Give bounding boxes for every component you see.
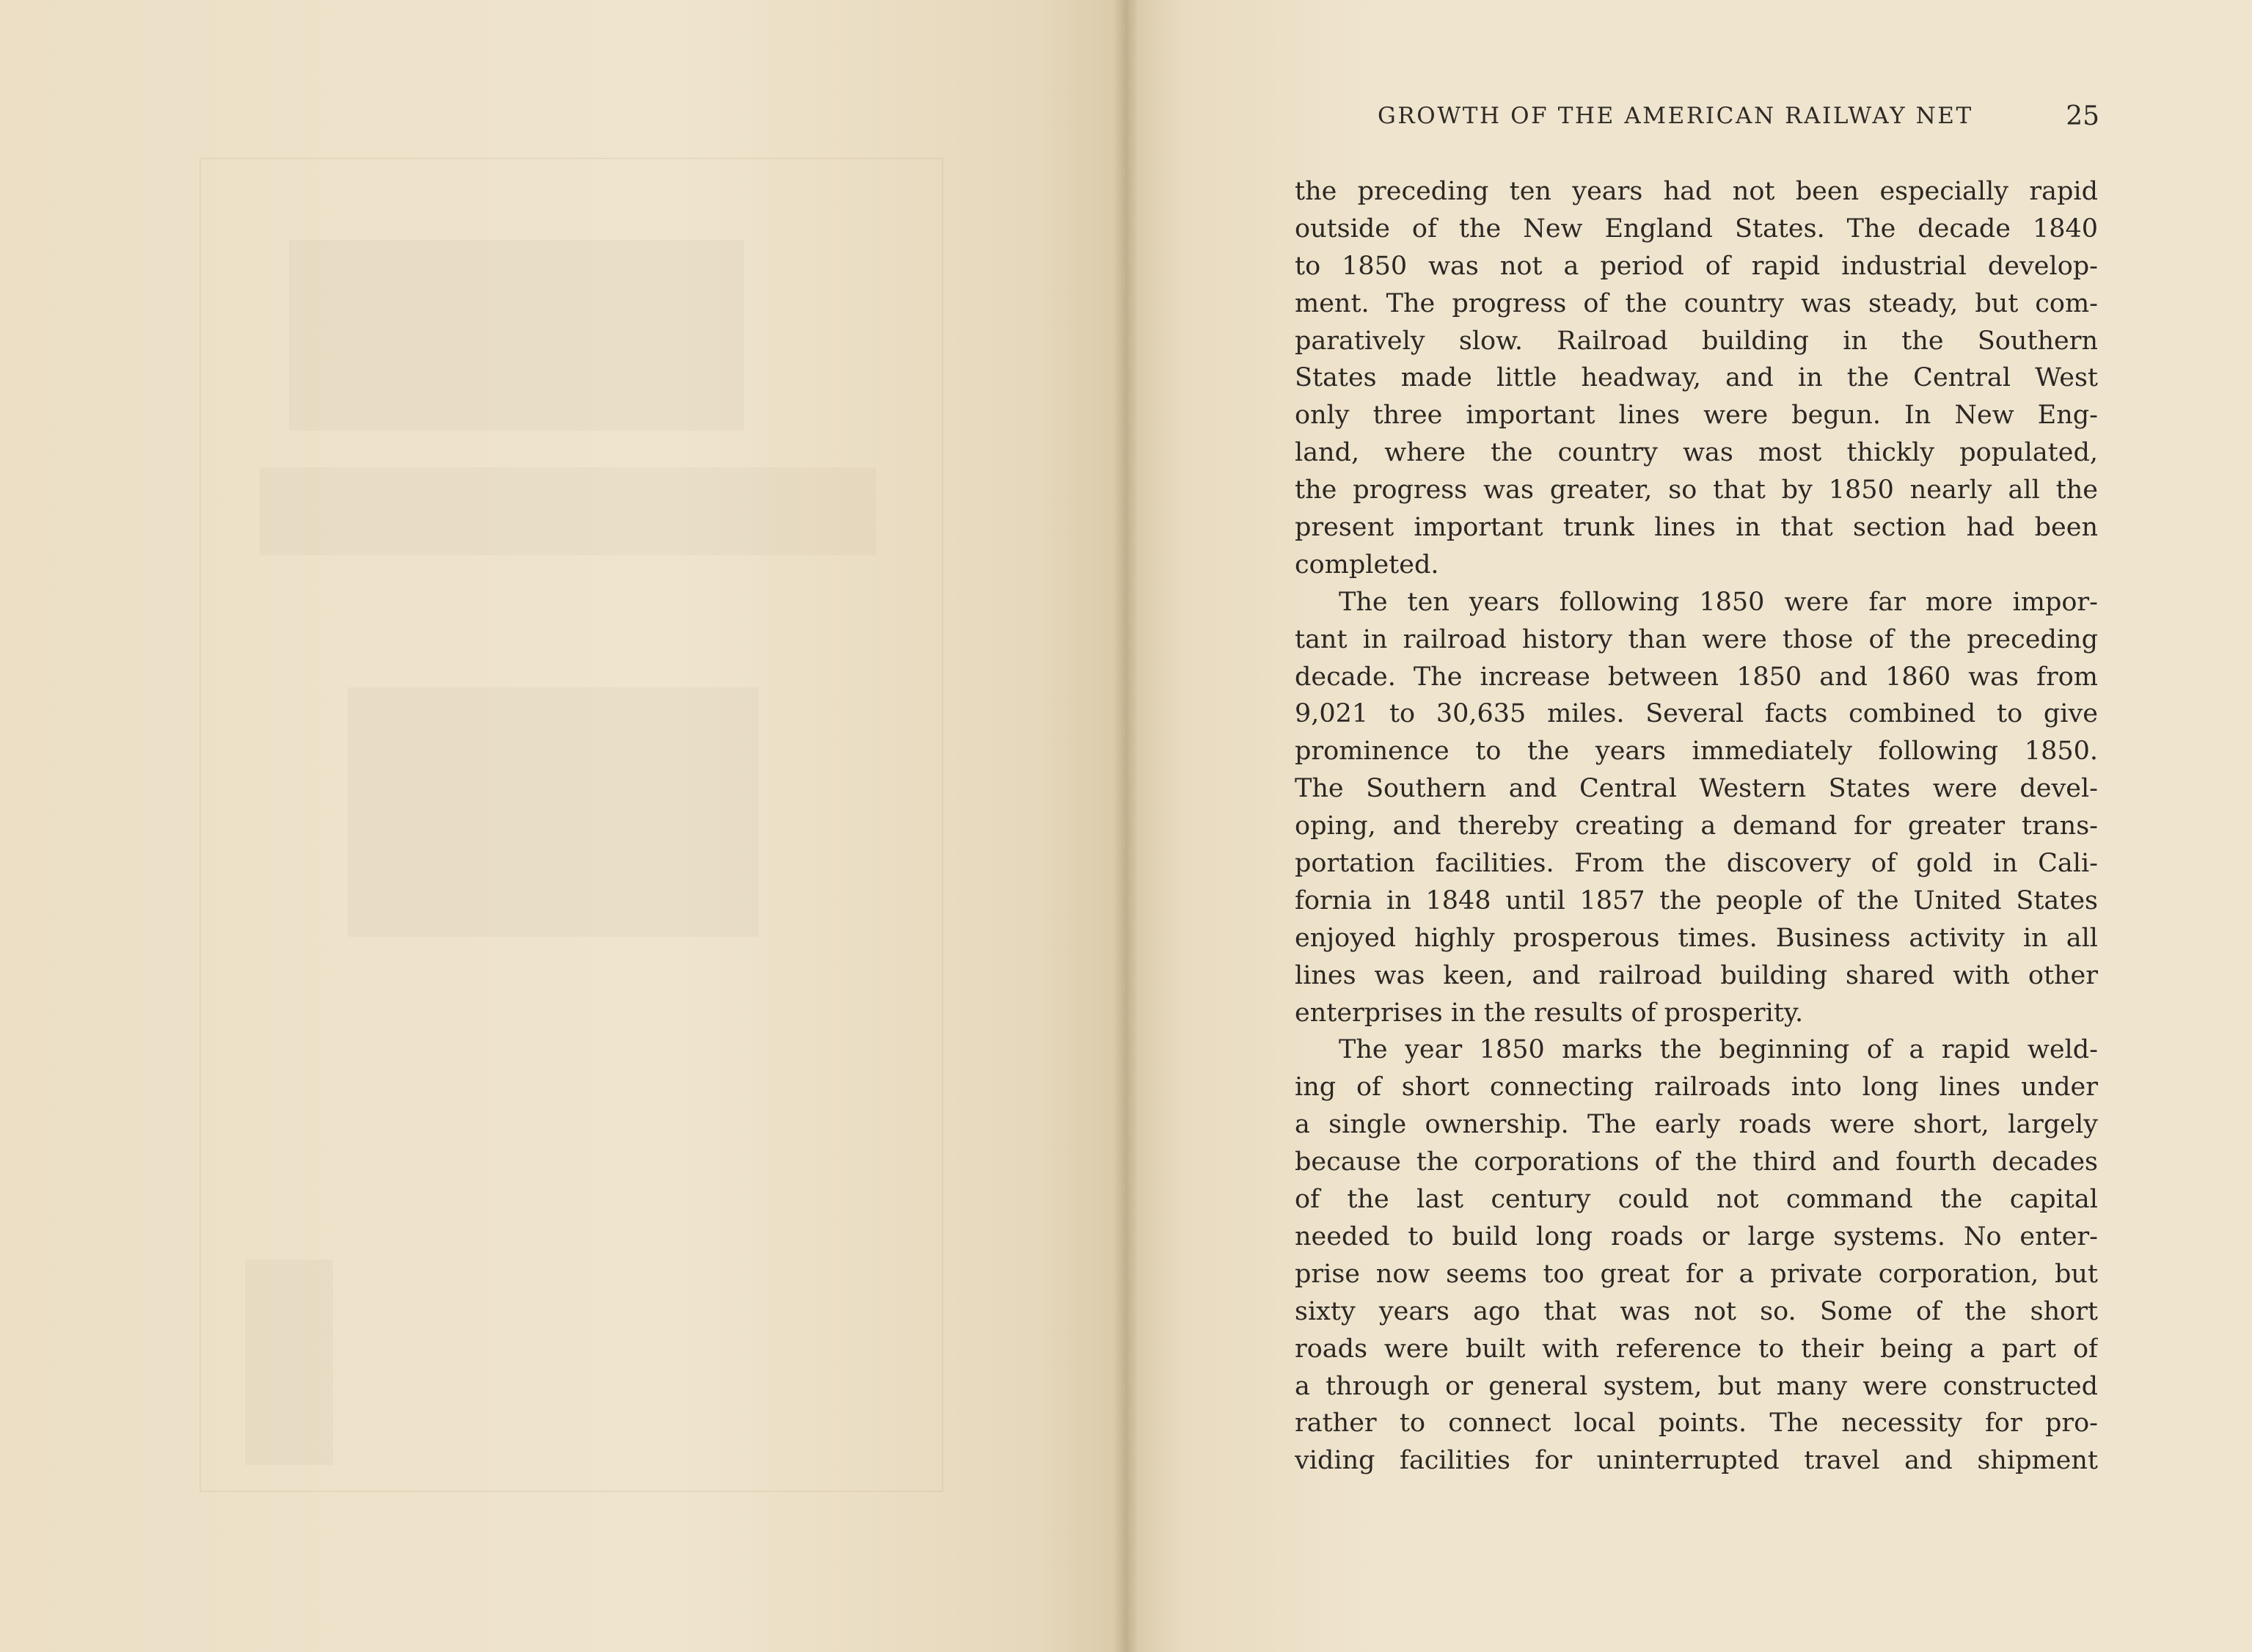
text-line: portation facilities. From the discovery of gold in Cali-: [1295, 849, 2098, 879]
text-line: present important trunk lines in that section had been: [1295, 513, 2098, 543]
show-through-shadow: [245, 1260, 333, 1465]
text-line: enjoyed highly prosperous times. Business activity in all: [1295, 923, 2098, 953]
text-line: The ten years following 1850 were far more impor-: [1339, 587, 2098, 617]
body-text: [1295, 173, 2098, 1479]
text-line: 9,021 to 30,635 miles. Several facts combined to give: [1295, 699, 2098, 729]
text-line: The Southern and Central Western States were devel-: [1295, 774, 2098, 804]
text-line: enterprises in the results of prosperity.: [1295, 998, 1804, 1028]
show-through-plate-frame: [200, 158, 943, 1492]
text-line: completed.: [1295, 549, 1439, 580]
text-line: a through or general system, but many were constructed: [1295, 1371, 2098, 1401]
text-line: sixty years ago that was not so. Some of the short: [1295, 1296, 2098, 1326]
text-line: decade. The increase between 1850 and 1860 was from: [1295, 662, 2098, 692]
text-line: oping, and thereby creating a demand for greater trans-: [1295, 811, 2098, 841]
text-line: ment. The progress of the country was steady, but com-: [1295, 288, 2098, 318]
running-title: GROWTH OF THE AMERICAN RAILWAY NET: [1378, 103, 1973, 129]
text-line: the preceding ten years had not been especially rapid: [1295, 177, 2098, 206]
text-line: because the corporations of the third and fourth decades: [1295, 1147, 2098, 1177]
text-line: rather to connect local points. The necessity for pro-: [1295, 1408, 2098, 1439]
text-line: only three important lines were begun. In New Eng-: [1295, 401, 2098, 431]
show-through-shadow: [260, 467, 876, 555]
text-line: lines was keen, and railroad building shared with other: [1295, 960, 2098, 990]
text-line: fornia in 1848 until 1857 the people of the United States: [1295, 885, 2098, 915]
text-line: prise now seems too great for a private corporation, but: [1295, 1259, 2098, 1289]
book-gutter: [1114, 0, 1138, 1652]
text-line: viding facilities for uninterrupted travel and shipment: [1295, 1446, 2098, 1476]
paragraph: [1295, 173, 2098, 584]
text-line: a single ownership. The early roads were short, largely: [1295, 1110, 2098, 1140]
text-line: prominence to the years immediately following 1850.: [1295, 737, 2098, 767]
show-through-shadow: [348, 687, 758, 937]
paragraph: [1295, 584, 2098, 1032]
text-line: needed to build long roads or large systems. No enter-: [1295, 1221, 2098, 1251]
show-through-shadow: [289, 240, 744, 431]
running-head: [1378, 103, 2111, 139]
text-line: land, where the country was most thickly populated,: [1295, 438, 2098, 468]
text-line: The year 1850 marks the beginning of a rapid weld-: [1339, 1035, 2098, 1065]
page-number: 25: [2066, 101, 2099, 131]
text-line: of the last century could not command the capital: [1295, 1185, 2098, 1215]
text-line: tant in railroad history than were those of the preceding: [1295, 624, 2098, 654]
text-line: the progress was greater, so that by 1850 nearly all the: [1295, 475, 2098, 505]
text-line: ing of short connecting railroads into long lines under: [1295, 1072, 2098, 1103]
text-line: to 1850 was not a period of rapid industrial develop-: [1295, 251, 2098, 281]
text-line: roads were built with reference to their being a part of: [1295, 1334, 2098, 1364]
text-line: States made little headway, and in the Central West: [1295, 363, 2098, 393]
text-line: outside of the New England States. The decade 1840: [1295, 213, 2098, 244]
text-line: paratively slow. Railroad building in the Southern: [1295, 326, 2098, 356]
paragraph: [1295, 1031, 2098, 1480]
